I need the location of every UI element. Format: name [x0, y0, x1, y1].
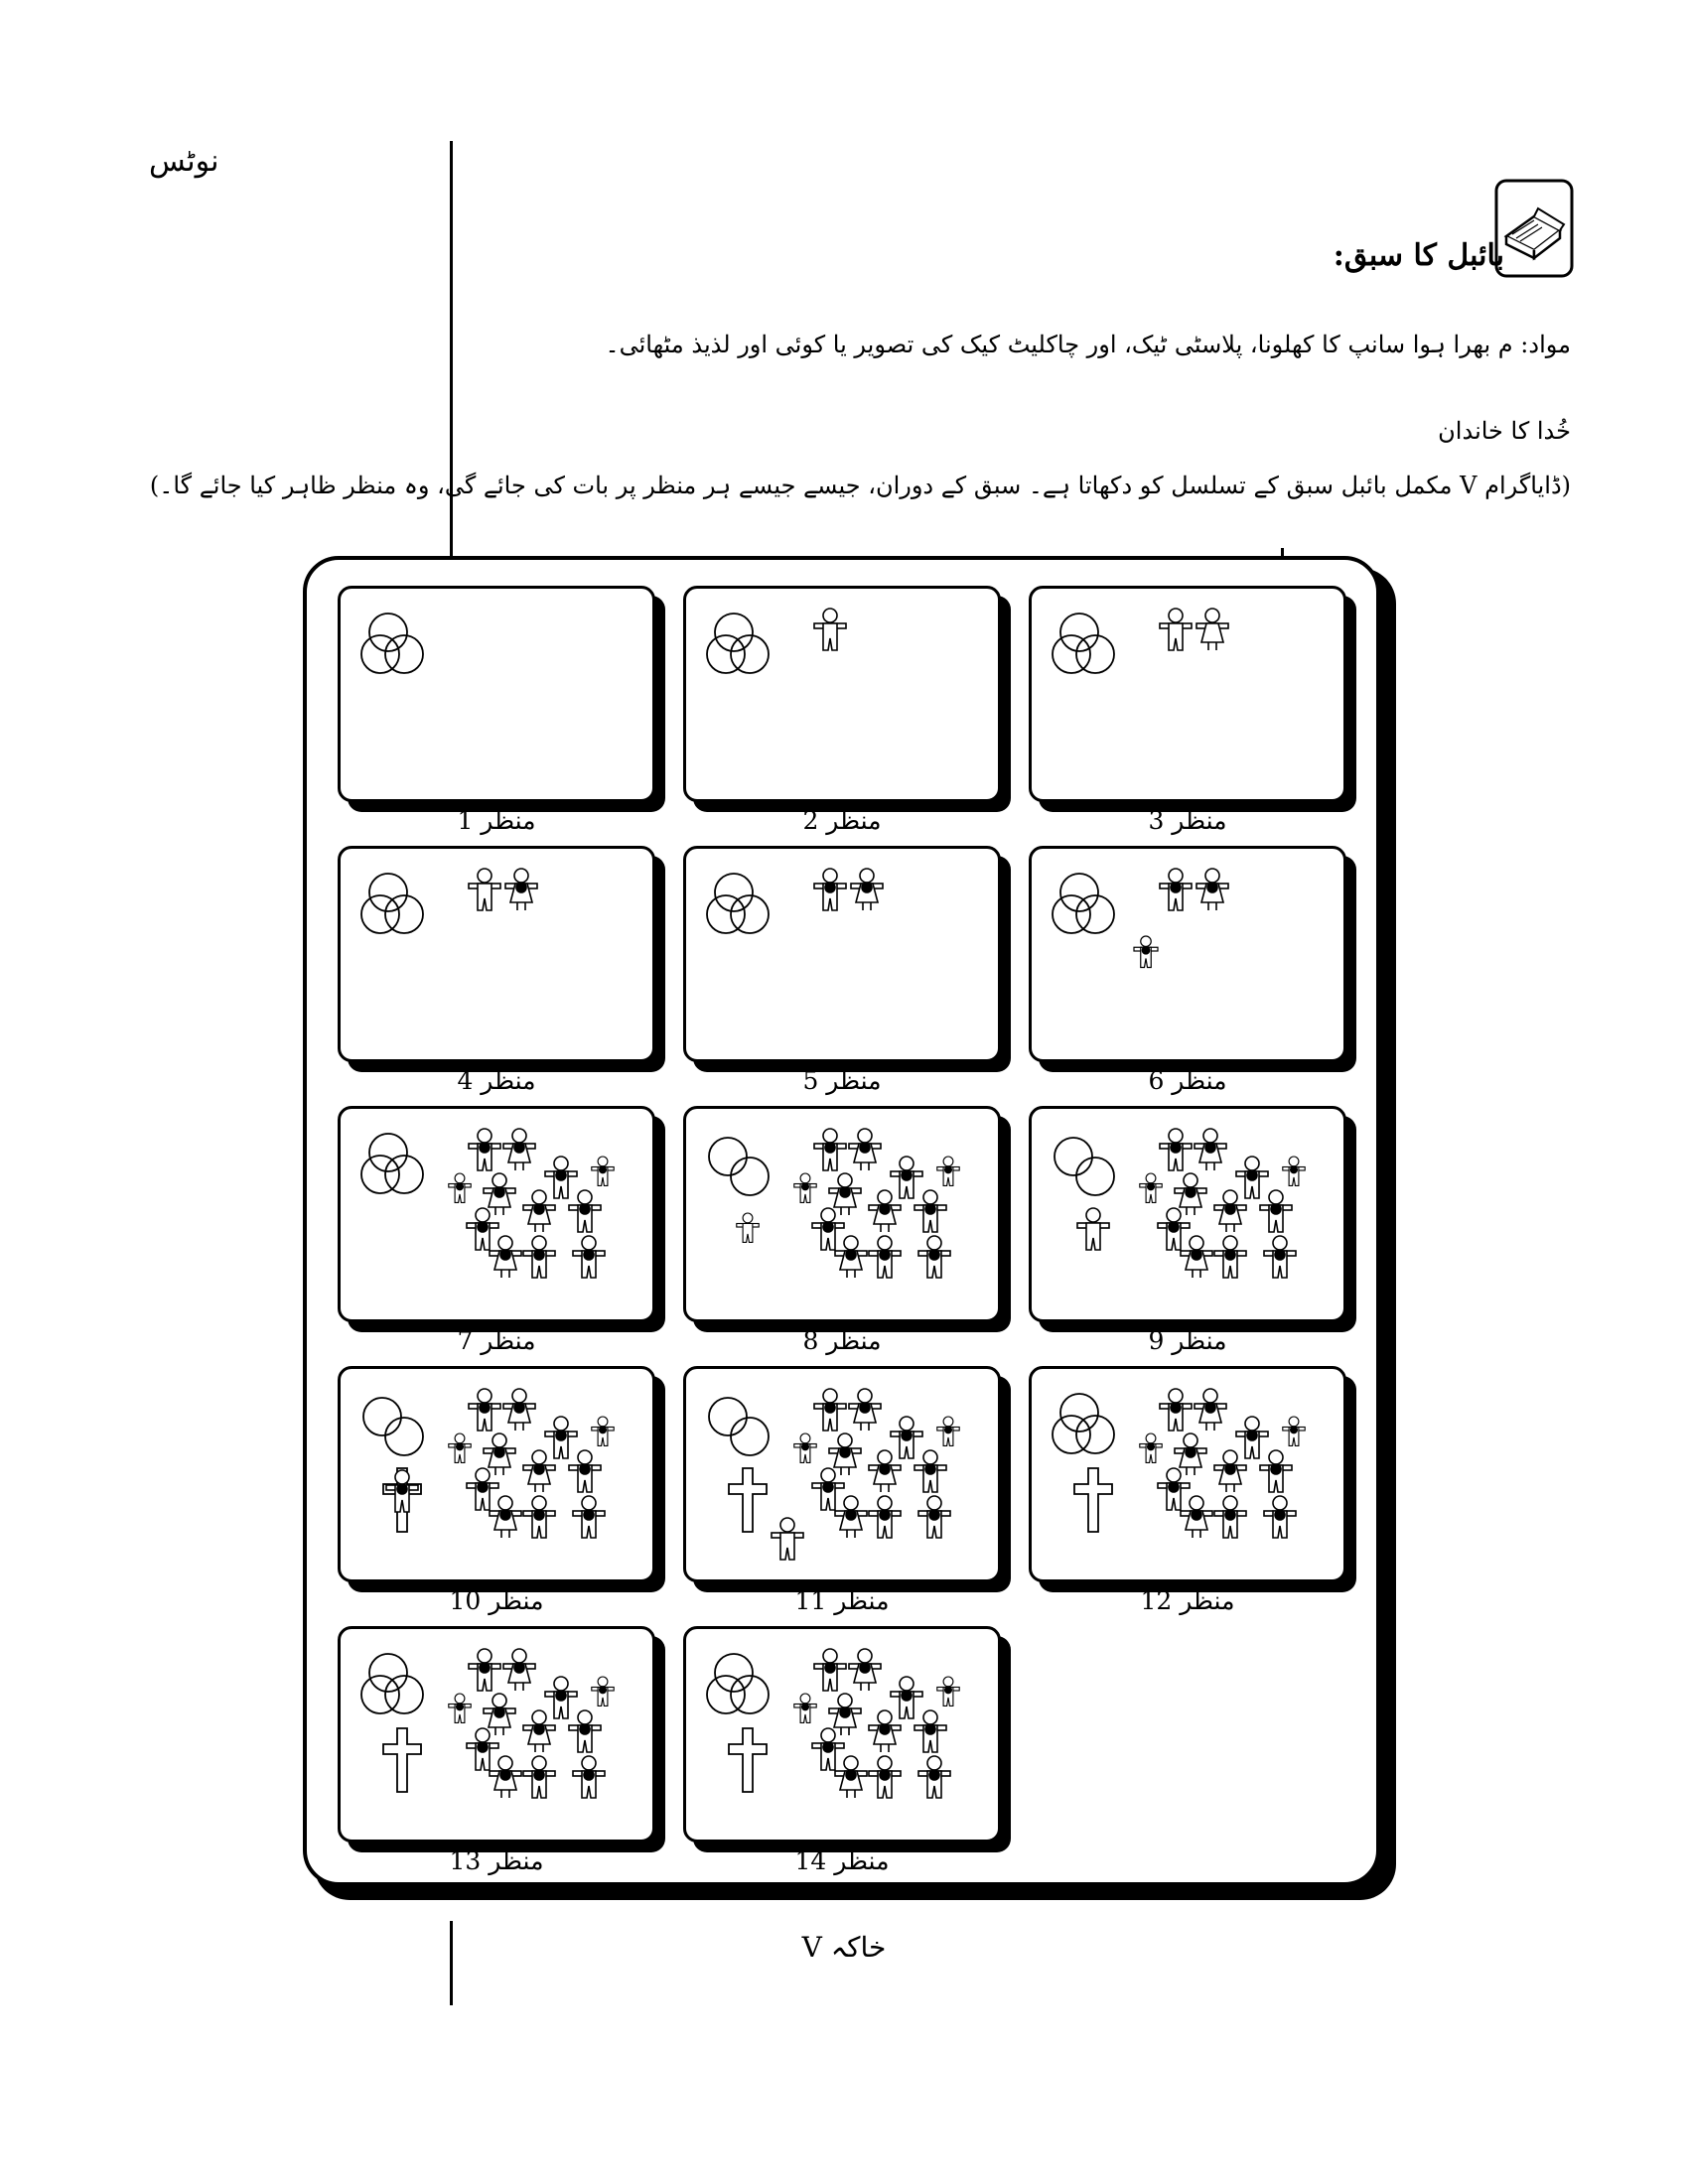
scene-panel	[1029, 846, 1346, 1062]
figure-woman-icon	[1175, 1433, 1206, 1475]
scene-drawing	[686, 849, 1001, 1062]
scene-panel	[683, 586, 1001, 802]
scene-drawing	[1032, 589, 1346, 802]
scene-label: منظر 2	[802, 806, 882, 835]
scene-drawing	[341, 1109, 655, 1322]
scene-label: منظر 1	[457, 806, 536, 835]
figure-woman-icon	[849, 1649, 881, 1691]
figure-woman-icon	[829, 1433, 861, 1475]
figure-woman-icon	[490, 1496, 521, 1538]
figure-man-icon	[891, 1677, 922, 1718]
scene-label: منظر 10	[449, 1586, 544, 1615]
figure-man-icon	[1283, 1157, 1305, 1185]
trinity-circles-icon	[707, 614, 769, 673]
scene-frame	[1029, 1106, 1346, 1322]
figure-man-icon	[592, 1417, 614, 1445]
figure-woman-icon	[851, 869, 883, 910]
figure-man-icon	[1160, 609, 1192, 650]
figure-man-icon	[569, 1190, 601, 1232]
trinity-circles-icon	[363, 1398, 423, 1455]
figure-woman-icon	[849, 1129, 881, 1170]
figure-man-icon	[812, 1208, 844, 1250]
figure-man-icon	[937, 1677, 959, 1706]
figure-man-icon	[937, 1417, 959, 1445]
trinity-circles-icon	[709, 1138, 769, 1195]
scene-drawing	[686, 1109, 1001, 1322]
scene-drawing	[1032, 1369, 1346, 1582]
lesson-title: بائبل کا سبق:	[1333, 238, 1504, 273]
trinity-circles-icon	[361, 1654, 423, 1713]
scene-frame	[683, 586, 1001, 802]
figure-caption: خاکہ V	[801, 1931, 887, 1964]
figure-woman-icon	[1196, 869, 1228, 910]
figure-man-icon	[1140, 1173, 1162, 1202]
scene-frame	[683, 1106, 1001, 1322]
figure-man-icon	[469, 1649, 500, 1691]
figure-man-icon	[1283, 1417, 1305, 1445]
trinity-circles-icon	[1053, 614, 1114, 673]
figure-man-icon	[573, 1236, 605, 1278]
figure-woman-icon	[484, 1433, 515, 1475]
scene-drawing	[686, 1369, 1001, 1582]
scene-label: منظر 3	[1148, 806, 1227, 835]
scene-label: منظر 14	[794, 1846, 890, 1875]
figure-man-icon	[467, 1208, 498, 1250]
figure-man-icon	[1236, 1417, 1268, 1458]
figure-man-icon	[1160, 869, 1192, 910]
figure-man-icon	[469, 1129, 500, 1170]
figure-woman-icon	[1195, 1389, 1226, 1431]
trinity-circles-icon	[361, 614, 423, 673]
figure-man-icon	[1160, 1389, 1192, 1431]
figure-man-icon	[914, 1450, 946, 1492]
figure-man-icon	[918, 1236, 950, 1278]
figure-man-icon	[814, 609, 846, 650]
figure-woman-icon	[490, 1756, 521, 1798]
scene-frame	[338, 846, 655, 1062]
figure-man-icon	[1134, 936, 1158, 968]
scene-frame	[1029, 846, 1346, 1062]
scene-panel	[1029, 1106, 1346, 1322]
scene-frame	[338, 1106, 655, 1322]
scene-panel	[338, 846, 655, 1062]
cross-icon	[729, 1728, 767, 1792]
trinity-circles-icon	[1055, 1138, 1114, 1195]
figure-man-icon	[1214, 1236, 1246, 1278]
scene-frame	[1029, 586, 1346, 802]
figure-man-icon	[523, 1236, 555, 1278]
figure-woman-icon	[849, 1389, 881, 1431]
figure-man-icon	[545, 1157, 577, 1198]
scene-drawing	[341, 589, 655, 802]
notes-label: نوٹس	[149, 144, 219, 179]
figure-man-icon	[1158, 1468, 1190, 1510]
scene-panel	[338, 1106, 655, 1322]
figure-woman-icon	[523, 1450, 555, 1492]
figure-man-icon	[891, 1157, 922, 1198]
scene-label: منظر 12	[1140, 1586, 1235, 1615]
figure-man-icon	[467, 1468, 498, 1510]
figure-woman-icon	[835, 1756, 867, 1798]
figure-man-icon	[545, 1677, 577, 1718]
scene-label: منظر 8	[802, 1326, 882, 1355]
scene-frame	[683, 1626, 1001, 1843]
figure-man-icon	[918, 1496, 950, 1538]
margin-divider-bottom	[450, 1921, 453, 2005]
cross-icon	[1074, 1468, 1112, 1532]
trinity-circles-icon	[1053, 874, 1114, 933]
figure-woman-icon	[505, 869, 537, 910]
figure-woman-icon	[484, 1694, 515, 1735]
scene-drawing	[686, 1629, 1001, 1843]
figure-woman-icon	[829, 1173, 861, 1215]
figure-man-icon	[1260, 1190, 1292, 1232]
figure-woman-icon	[1181, 1236, 1212, 1278]
diagram-note: (ڈایاگرام V مکمل بائبل سبق کے تسلسل کو دکھاتا ہے۔ سبق کے دوران، جیسے جیسے ہر منظر پر بات کی جائے گی، وہ منظر ظاہر کیا جائے گا۔)	[149, 472, 1571, 499]
figure-man-icon	[573, 1496, 605, 1538]
figure-man-icon	[937, 1157, 959, 1185]
figure-man-icon	[1077, 1208, 1109, 1250]
trinity-circles-icon	[361, 1134, 423, 1193]
figure-man-icon	[1158, 1208, 1190, 1250]
trinity-circles-icon	[709, 1398, 769, 1455]
figure-woman-icon	[1195, 1129, 1226, 1170]
scene-frame	[338, 1366, 655, 1582]
cross-icon	[729, 1468, 767, 1532]
cross-icon	[383, 1728, 421, 1792]
trinity-circles-icon	[707, 1654, 769, 1713]
figure-man-icon	[569, 1710, 601, 1752]
figure-woman-icon	[484, 1173, 515, 1215]
scene-label: منظر 13	[449, 1846, 544, 1875]
figure-man-icon	[891, 1417, 922, 1458]
figure-man-icon	[1264, 1496, 1296, 1538]
figure-man-icon	[545, 1417, 577, 1458]
scene-frame	[683, 846, 1001, 1062]
figure-woman-icon	[523, 1710, 555, 1752]
figure-man-icon	[794, 1694, 816, 1722]
figure-man-icon	[772, 1518, 803, 1560]
scene-drawing	[341, 1629, 655, 1843]
figure-man-icon	[1214, 1496, 1246, 1538]
figure-man-icon	[737, 1213, 759, 1242]
scene-label: منظر 5	[802, 1066, 882, 1095]
figure-man-icon	[814, 869, 846, 910]
scene-panel	[1029, 1366, 1346, 1582]
figure-man-icon	[1140, 1433, 1162, 1462]
figure-woman-icon	[490, 1236, 521, 1278]
figure-woman-icon	[1196, 609, 1228, 650]
figure-man-icon	[869, 1496, 901, 1538]
figure-man-icon	[814, 1389, 846, 1431]
figure-man-icon	[1264, 1236, 1296, 1278]
figure-man-icon	[914, 1190, 946, 1232]
figure-man-icon	[449, 1433, 471, 1462]
figure-man-icon	[812, 1728, 844, 1770]
scene-panel	[683, 1106, 1001, 1322]
figure-man-icon	[814, 1649, 846, 1691]
scene-drawing	[686, 589, 1001, 802]
figure-woman-icon	[869, 1190, 901, 1232]
figure-man-icon	[592, 1157, 614, 1185]
figure-man-icon	[814, 1129, 846, 1170]
scene-frame	[1029, 1366, 1346, 1582]
scene-panel	[1029, 586, 1346, 802]
scene-label: منظر 6	[1148, 1066, 1227, 1095]
figure-man-icon	[467, 1728, 498, 1770]
materials-line: مواد: م بھرا ہوا سانپ کا کھلونا، پلاسٹی ٹیک، اور چاکلیٹ کیک کی تصویر یا کوئی اور لذیذ مٹھائی۔	[605, 331, 1571, 358]
figure-woman-icon	[835, 1236, 867, 1278]
scene-panel	[683, 1366, 1001, 1582]
figure-man-icon	[449, 1173, 471, 1202]
figure-man-icon	[812, 1468, 844, 1510]
scene-panel	[683, 846, 1001, 1062]
figure-man-icon	[794, 1173, 816, 1202]
figure-man-icon	[869, 1236, 901, 1278]
figure-man-icon	[523, 1756, 555, 1798]
figure-man-icon	[914, 1710, 946, 1752]
scene-panel	[338, 1626, 655, 1843]
scene-drawing	[341, 1369, 655, 1582]
scene-label: منظر 7	[457, 1326, 536, 1355]
scene-frame	[683, 1366, 1001, 1582]
figure-man-icon	[1160, 1129, 1192, 1170]
trinity-circles-icon	[361, 874, 423, 933]
scene-label: منظر 11	[794, 1586, 890, 1615]
scene-frame	[338, 1626, 655, 1843]
figure-man-icon	[794, 1433, 816, 1462]
figure-man-icon	[573, 1756, 605, 1798]
figure-man-icon	[449, 1694, 471, 1722]
scene-panel	[338, 586, 655, 802]
figure-woman-icon	[869, 1710, 901, 1752]
figure-woman-icon	[503, 1129, 535, 1170]
figure-woman-icon	[523, 1190, 555, 1232]
figure-man-icon	[918, 1756, 950, 1798]
trinity-circles-icon	[707, 874, 769, 933]
figure-man-icon	[592, 1677, 614, 1706]
scene-drawing	[1032, 849, 1346, 1062]
scene-frame	[338, 586, 655, 802]
figure-woman-icon	[869, 1450, 901, 1492]
figure-man-icon	[469, 869, 500, 910]
figure-woman-icon	[1175, 1173, 1206, 1215]
figure-woman-icon	[829, 1694, 861, 1735]
family-heading: خُدا کا خاندان	[1438, 417, 1571, 445]
figure-man-icon	[523, 1496, 555, 1538]
scene-panel	[683, 1626, 1001, 1843]
scene-drawing	[341, 849, 655, 1062]
figure-man-icon	[1260, 1450, 1292, 1492]
scene-drawing	[1032, 1109, 1346, 1322]
figure-woman-icon	[835, 1496, 867, 1538]
figure-man-icon	[869, 1756, 901, 1798]
figure-woman-icon	[1181, 1496, 1212, 1538]
scene-label: منظر 4	[457, 1066, 536, 1095]
figure-woman-icon	[1214, 1190, 1246, 1232]
scene-label: منظر 9	[1148, 1326, 1227, 1355]
figure-woman-icon	[503, 1649, 535, 1691]
book-icon	[1494, 179, 1574, 278]
figure-woman-icon	[1214, 1450, 1246, 1492]
figure-man-icon	[1236, 1157, 1268, 1198]
figure-man-icon	[469, 1389, 500, 1431]
figure-man-icon	[569, 1450, 601, 1492]
scene-panel	[338, 1366, 655, 1582]
trinity-circles-icon	[1053, 1394, 1114, 1453]
figure-woman-icon	[503, 1389, 535, 1431]
